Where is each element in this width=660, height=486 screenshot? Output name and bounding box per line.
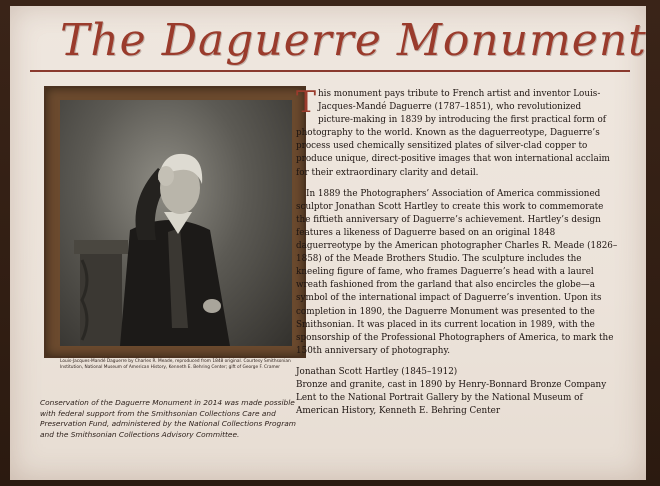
intro-paragraph [296, 85, 618, 180]
artwork-credits [296, 366, 618, 418]
portrait-illustration [60, 100, 292, 346]
credit-loan: Lent to the National Portrait Gallery by the National Museum of American History, Kenneth E. Behring Center [296, 393, 583, 417]
intro-paragraph-text: his monument pays tribute to French artist and inventor Louis-Jacques-Mandé Daguerre (1787–1851), who revolutionized picture-making in 1839 by introducing the first practical form of photography to the world. Known as the daguerreotype, Daguerre’s process used chemically sensitized plates of silver-clad copper to produce unique, direct-positive images that won international acclaim for their extraordinary clarity and detail. [296, 89, 610, 178]
photo-caption: Louis-Jacques-Mandé Daguerre by Charles R. Meade, reproduced from 1848 original. Courtesy Smithsonian Institution, National Museum of American History, Kenneth E. Behring Center; gift of George F. Cramer [60, 359, 291, 370]
placard-title: The Daguerre Monument [60, 15, 647, 66]
drop-cap: T [296, 85, 317, 120]
credit-medium: Bronze and granite, cast in 1890 by Henry-Bonnard Bronze Company [296, 379, 607, 390]
conservation-note: Conservation of the Daguerre Monument in 2014 was made possible with federal support from the Smithsonian Collections Care and Preservation Fund, administered by the National Collections Program and the Smithsonian Collections Advisory Committee. [40, 398, 296, 439]
credit-artist: Jonathan Scott Hartley (1845–1912) [296, 366, 458, 377]
title-underline [30, 70, 630, 72]
history-paragraph: In 1889 the Photographers’ Association of America commissioned sculptor Jonathan Scott Hartley to create this work to commemorate the fiftieth anniversary of Daguerre’s achievement. Hartley’s design features a likeness of Daguerre based on an original 1848 daguerreotype by the American photographer Charles R. Meade (1826–1858) of the Meade Brothers Studio. The sculpture includes the kneeling figure of fame, who frames Daguerre’s head with a laurel wreath fashioned from the garland that also encircles the globe—a symbol of the international impact of Daguerre’s invention. Upon its completion in 1890, the Daguerre Monument was presented to the Smithsonian. It was placed in its current location in 1989, with the sponsorship of the Professional Photographers of America, to mark the 150th anniversary of photography. [296, 188, 618, 356]
placard-body [296, 85, 618, 418]
daguerreotype-photo [60, 100, 292, 346]
